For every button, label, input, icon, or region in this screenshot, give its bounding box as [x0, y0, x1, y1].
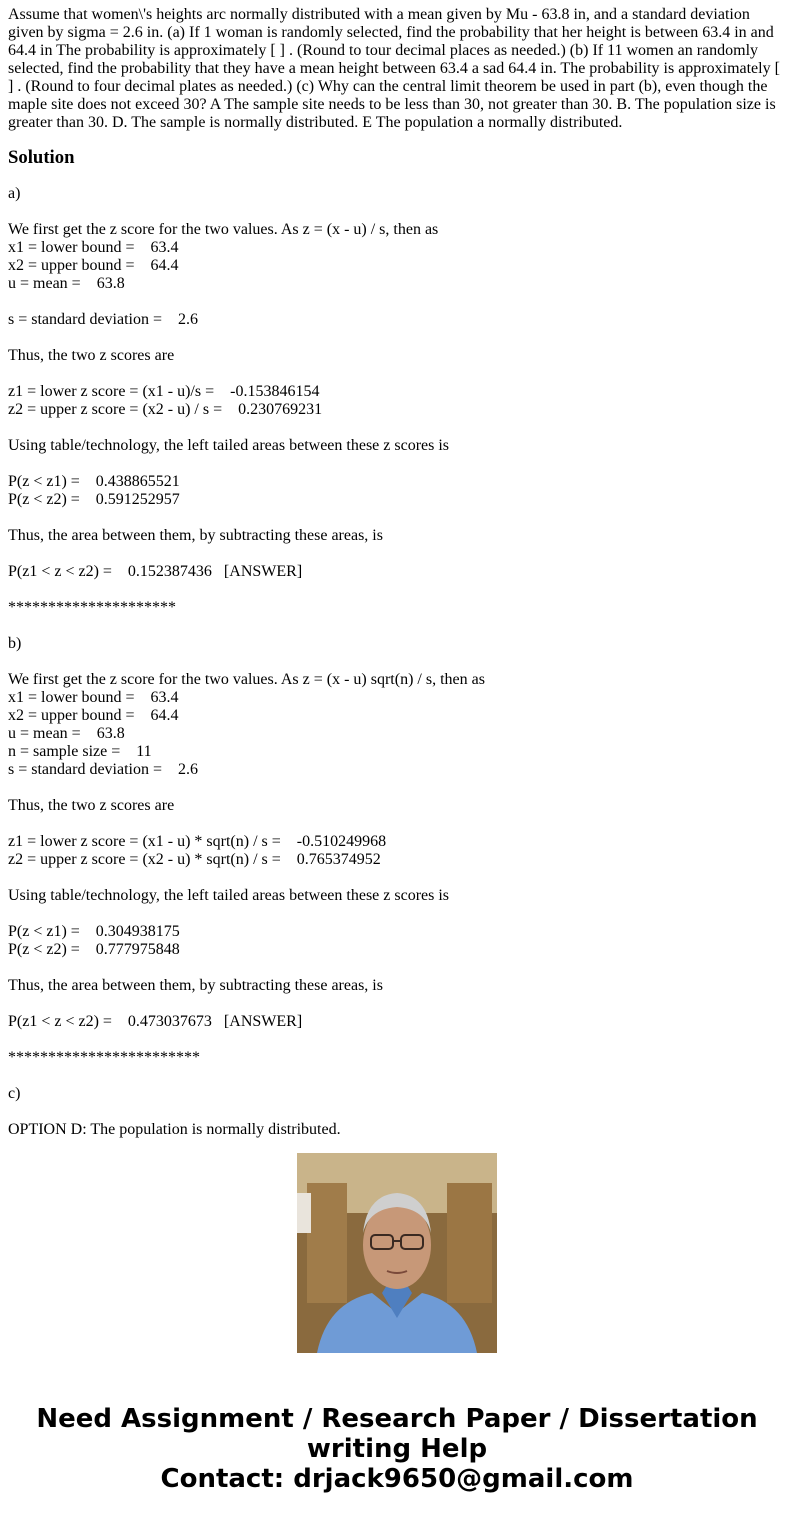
tutor-photo: [297, 1153, 497, 1353]
banner-line-1: Need Assignment / Research Paper / Dissertation: [36, 1404, 758, 1434]
banner-line-2: writing Help: [306, 1434, 488, 1464]
solution-body: a) We first get the z score for the two values. As z = (x - u) / s, then as x1 = lower bound = 63.4 x2 = upper bound = 64.4 u = mean = 63.8 s = standard deviation = 2.6 Thus, the two z scores are z1 = lower z score = (x1 - u)/s = -0.153846154 z2 = upper z score = (x2 - u) / s = 0.230769231 Using table/technology, the left tailed areas between these z scores is P(z < z1) = 0.438865521 P(z < z2) = 0.591252957 Thus, the area between them, by subtracting these areas, is P(z1 < z < z2) = 0.152387436 [ANSWER] ********************* b) We first get the z score for the two values. As z = (x - u) sqrt(n) / s, then as x1 = lower bound = 63.4 x2 = upper bound = 64.4 u = mean = 63.8 n = sample size = 11 s = standard deviation = 2.6 Thus, the two z scores are z1 = lower z score = (x1 - u) * sqrt(n) / s = -0.510249968 z2 = upper z score = (x2 - u) * sqrt(n) / s = 0.765374952 Using table/technology, the left tailed areas between these z scores is P(z < z1) = 0.304938175 P(z < z2) = 0.777975848 Thus, the area between them, by subtracting these areas, is P(z1 < z < z2) = 0.473037673 [ANSWER] ************************ c) OPTION D: The population is normally distributed.: [8, 185, 485, 1138]
solution-heading: Solution: [8, 147, 75, 168]
banner-contact-email: Contact: drjack9650@gmail.com: [160, 1464, 634, 1494]
tutor-photo-image: [297, 1153, 497, 1353]
question-text: Assume that women\'s heights arc normally distributed with a mean given by Mu - 63.8 in, and a standard deviation given by sigma = 2.6 in. (a) If 1 woman is randomly selected, find the probability that her height is between 63.4 in and 64.4 in The probability is approximately [ ] . (Round to tour decimal places as needed.) (b) If 11 women an randomly selected, find the probability that they have a mean height between 63.4 a sad 64.4 in. The probability is approximately [ ] . (Round to four decimal plates as needed.) (c) Why can the central limit theorem be used in part (b), even though the maple site does not exceed 30? A The sample site needs to be less than 30, not greater than 30. B. The population size is greater than 30. D. The sample is normally distributed. E The population a normally distributed.: [8, 6, 780, 131]
contact-banner: [0, 1404, 794, 1494]
document-content: [8, 6, 784, 1138]
